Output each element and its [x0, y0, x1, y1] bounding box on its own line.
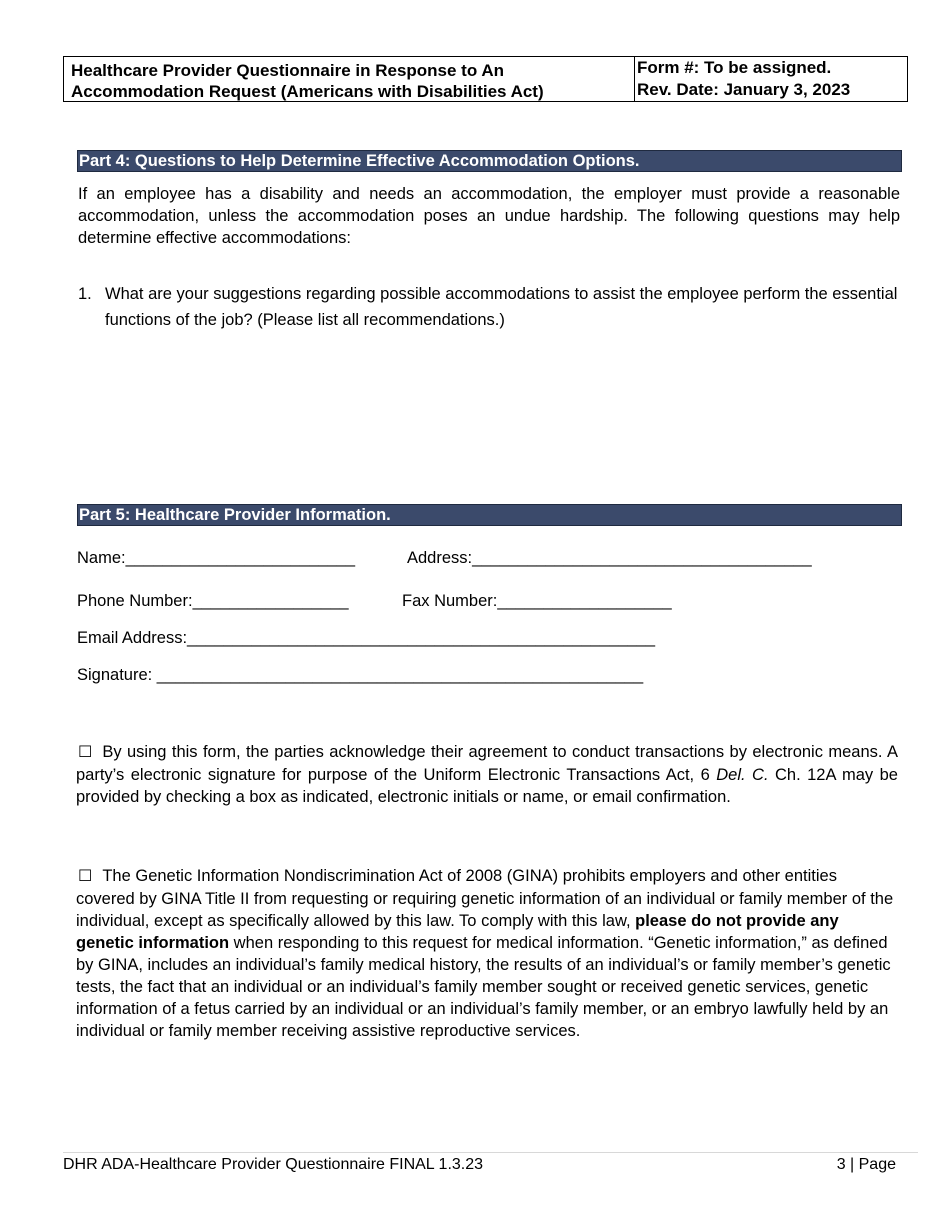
- question-1-text: What are your suggestions regarding possible accommodations to assist the employee perform the essential functions of the job? (Please list all recommendations.): [105, 285, 898, 329]
- email-address-field[interactable]: Email Address:___________________________________________________: [77, 629, 656, 647]
- fax-number-field[interactable]: Fax Number:___________________: [402, 592, 672, 610]
- address-field[interactable]: Address:_____________________________________: [407, 549, 812, 567]
- name-field[interactable]: Name:_________________________: [77, 549, 356, 567]
- form-number: Form #: To be assigned.: [637, 58, 832, 77]
- gina-notice: [76, 865, 898, 1042]
- part4-heading: Part 4: Questions to Help Determine Effective Accommodation Options.: [77, 150, 902, 172]
- esign-checkbox[interactable]: ☐: [78, 744, 93, 761]
- part5-heading: Part 5: Healthcare Provider Information.: [77, 504, 902, 526]
- question-1: [78, 281, 900, 333]
- esign-italic-citation: Del. C.: [716, 766, 769, 784]
- gina-checkbox[interactable]: ☐: [78, 868, 93, 885]
- form-meta: [635, 57, 907, 101]
- gina-text-part1: The Genetic Information Nondiscrimination Act of 2008 (GINA) prohibits employers and other entities covered by GINA Title II from requesting or requiring genetic information of an individual or family member of the individual, except as specifically allowed by this law. To comply with this law,: [76, 867, 894, 930]
- question-1-number: 1.: [78, 285, 92, 303]
- esign-text-part1: By using this form, the parties acknowledge their agreement to conduct transactions by electronic means. A party’s electronic signature for purpose of the Uniform Electronic Transactions Act, 6: [76, 743, 898, 784]
- footer-document-name: DHR ADA-Healthcare Provider Questionnaire FINAL 1.3.23: [63, 1156, 484, 1173]
- signature-field[interactable]: Signature: _____________________________________________________: [77, 666, 644, 684]
- form-title-line2: Accommodation Request (Americans with Disabilities Act): [71, 82, 544, 101]
- phone-number-field[interactable]: Phone Number:_________________: [77, 592, 349, 610]
- gina-bold-warning: please do not provide any genetic information: [76, 912, 839, 952]
- esign-text-part2: Ch. 12A may be provided by checking a box as indicated, electronic initials or name, or email confirmation.: [76, 766, 898, 806]
- form-title: [64, 57, 635, 101]
- revision-date: Rev. Date: January 3, 2023: [637, 80, 851, 99]
- gina-text-part2: when responding to this request for medical information. “Genetic information,” as defined by GINA, includes an individual’s family medical history, the results of an individual’s or family member’s genetic tests, the fact that an individual or an individual’s family member sought or received genetic services, genetic information of a fetus carried by an individual or an individual’s family member, or an embryo lawfully held by an individual or family member receiving assistive reproductive services.: [76, 934, 891, 1040]
- footer-divider: [63, 1152, 918, 1153]
- esign-acknowledgement: [76, 741, 898, 808]
- part4-intro: If an employee has a disability and needs an accommodation, the employer must provide a reasonable accommodation, unless the accommodation poses an undue hardship. The following questions may help determine effective accommodations:: [78, 185, 900, 247]
- form-header: [63, 56, 908, 102]
- footer-page-number: 3 | Page: [836, 1156, 896, 1173]
- form-title-line1: Healthcare Provider Questionnaire in Response to An: [71, 61, 504, 80]
